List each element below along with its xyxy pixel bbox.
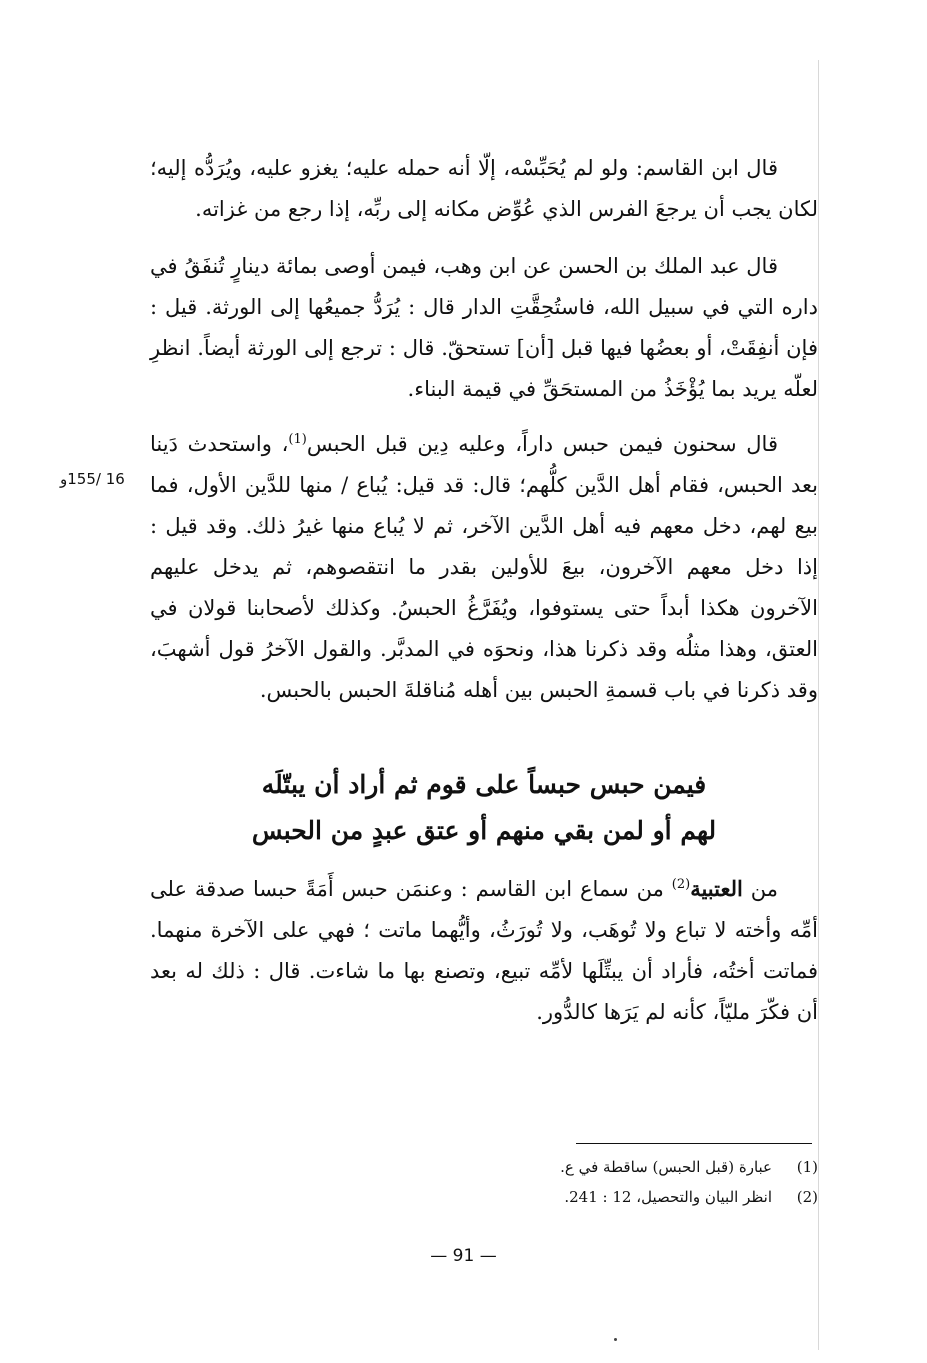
paragraph-4-prefix: من <box>742 877 778 901</box>
paragraph-2-text: قال عبد الملك بن الحسن عن ابن وهب، فيمن أوصى بمائة دينارٍ تُنفَقُ في داره التي في سبيل الله، فاستُحِقَّتِ الدار قال : يُرَدُّ جميعُها إلى الورثة. قيل : فإن أنفِقَتْ، أو بعضُها فيها قبل [أن] تستحقّ. قال : ترجع إلى الورثة أيضاً. انظرِ لعلّه يريد بما يُؤْخَذُ من المستحَقِّ في قيمة البناء. <box>150 254 818 401</box>
folio-margin-note: 16 /155و <box>60 470 125 488</box>
paragraph-4-text <box>150 868 818 1033</box>
footnote-ref-2: (2) <box>671 877 691 892</box>
paragraph-4-rest: من سماع ابن القاسم : وعنمَن حبس أَمَةً حبسا صدقة على أمِّه وأخته لا تباع ولا تُوهَب، ولا تُورَثُ، وأيُّهما ماتت ؛ فهي على الآخرة منهما. فماتت أختُه، فأراد أن يبتِّلَها لأمِّه تبيع، وتصنع بها ما شاءت. قال : ذلك له بعد أن فكّرَ مليّاً، كأنه لم يَرَها كالدُّور. <box>150 877 818 1024</box>
footnote-separator <box>576 1143 812 1144</box>
page-number: — 91 — <box>430 1246 497 1266</box>
heading-line-1: فيمن حبس حبساً على قوم ثم أراد أن يبتّلَه <box>261 770 707 799</box>
paragraph-1 <box>150 148 818 230</box>
section-heading <box>150 762 818 854</box>
heading-line-2: لهم أو لمن بقي منهم أو عتق عبدٍ من الحبس <box>251 816 717 845</box>
footnote-1-number: (1) <box>796 1158 818 1176</box>
footnote-1 <box>150 1152 818 1182</box>
paragraph-3-part-a: قال سحنون فيمن حبس داراً، وعليه دِين قبل الحبس <box>306 432 778 456</box>
paragraph-3-text <box>150 424 818 711</box>
footnote-1-text: عبارة (قبل الحبس) ساقطة في ع. <box>560 1158 772 1176</box>
paragraph-2 <box>150 246 818 410</box>
paragraph-3-part-b: ، واستحدث دَينا بعد الحبس، فقام أهل الدَّين كلُّهم؛ قال: قد قيل: يُباع / منها للدَّين الأول، فما بيع لهم، دخل معهم فيه أهل الدَّين الآخر، ثم لا يُباع منها غيرُ ذلك. وقد قيل : إذا دخل معهم الآخرون، بيعَ للأولين بقدر ما انتقصوهم، ثم يدخل عليهم الآخرون هكذا أبداً حتى يستوفوا، ويُفَرَّغُ الحبسُ. وكذلك لأصحابنا قولان في العتق، وهذا مثلُه وقد ذكرنا هذا، ونحوَه في المدبَّر. والقول الآخرُ قول أشهبَ، وقد ذكرنا في باب قسمةِ الحبس بين أهله مُناقلةَ الحبس بالحبس. <box>150 432 818 702</box>
footnote-2-text: انظر البيان والتحصيل، 12 : 241. <box>564 1188 772 1206</box>
footnotes <box>150 1152 818 1212</box>
scan-speck <box>614 1338 617 1341</box>
source-title: العتبية <box>690 876 743 901</box>
footnote-2-number: (2) <box>796 1188 818 1206</box>
paragraph-3 <box>150 424 818 711</box>
page-gutter-line <box>818 60 819 1350</box>
paragraph-4 <box>150 868 818 1033</box>
footnote-2 <box>150 1182 818 1212</box>
footnote-ref-1: (1) <box>288 432 307 447</box>
paragraph-1-text: قال ابن القاسم: ولو لم يُحَبِّسْه، إلّا أنه حمله عليه؛ يغزو عليه، ويُرَدُّه إليه؛ لكان يجب أن يرجعَ الفرس الذي عُوِّض مكانه إلى ربِّه، إذا رجع من غزاته. <box>150 156 818 221</box>
